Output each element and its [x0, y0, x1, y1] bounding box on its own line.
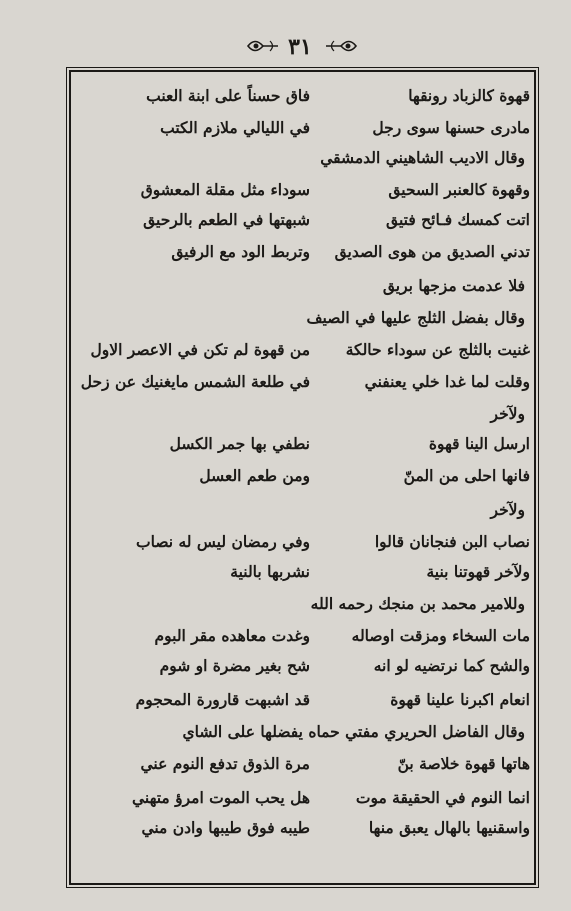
verse-line — [75, 690, 530, 710]
verse-hemistich-second: مرة الذوق تدفع النوم عني — [140, 754, 310, 773]
verse-hemistich-second: من قهوة لم تكن في الاعصر الاول — [90, 340, 310, 359]
verse-hemistich-first: وقهوة كالعنبر السحيق — [388, 180, 530, 199]
verse-hemistich-second: طيبه فوق طيبها وادن مني — [141, 818, 310, 837]
verse-hemistich-second: ومن طعم العسل — [199, 466, 310, 485]
verse-hemistich-second: في الليالي ملازم الكتب — [160, 118, 310, 137]
verse-hemistich-first: واسقنيها بالهال يعبق منها — [368, 818, 530, 837]
verse-hemistich-second: وفي رمضان ليس له نصاب — [136, 532, 310, 551]
verse-hemistich-second: في طلعة الشمس مايغنيك عن زحل — [80, 372, 310, 391]
verse-hemistich-second: قد اشبهت قارورة المحجوم — [135, 690, 310, 709]
verse-line — [75, 626, 530, 646]
verse-hemistich-first: هاتها قهوة خلاصة بنّ — [397, 754, 530, 773]
ornament-right-icon — [324, 36, 358, 56]
verse-line — [75, 754, 530, 774]
verse-hemistich-second: هل يحب الموت امرؤ متهني — [132, 788, 310, 807]
verse-line — [75, 118, 530, 138]
verse-hemistich-first: نصاب البن فنجانان قالوا — [374, 532, 530, 551]
verse-line — [75, 562, 530, 582]
verse-line — [75, 466, 530, 486]
verse-hemistich-second: شح بغير مضرة او شوم — [159, 656, 310, 675]
verse-hemistich-first: اتت كمسك فـائح فتيق — [386, 210, 530, 229]
verse-line — [75, 340, 530, 360]
verse-line — [75, 86, 530, 106]
verse-hemistich-first: تدني الصديق من هوى الصديق — [334, 242, 530, 261]
verse-hemistich-second: نطفي بها جمر الكسل — [169, 434, 310, 453]
poem-heading: ولآخر — [490, 404, 525, 423]
poem-heading: فلا عدمت مزجها بريق — [382, 276, 525, 295]
verse-line — [75, 180, 530, 200]
verse-line — [75, 372, 530, 392]
verse-hemistich-first: غنيت بالثلج عن سوداء حالكة — [345, 340, 530, 359]
verse-line — [75, 818, 530, 838]
verse-line — [75, 532, 530, 552]
verse-hemistich-first: والشح كما نرتضيه لو انه — [373, 656, 530, 675]
verse-hemistich-second: نشربها بالنية — [230, 562, 310, 581]
verse-line — [75, 656, 530, 676]
poem-heading: ولآخر — [490, 500, 525, 519]
verse-hemistich-first: انما النوم في الحقيقة موت — [355, 788, 530, 807]
verse-hemistich-second: وتربط الود مع الرفيق — [171, 242, 310, 261]
verse-hemistich-first: وقلت لما غدا خلي يعنفني — [364, 372, 530, 391]
verse-hemistich-first: مادرى حسنها سوى رجل — [372, 118, 530, 137]
poem-heading: وقال بفضل الثلج عليها في الصيف — [306, 308, 525, 327]
verse-line — [75, 242, 530, 262]
verse-hemistich-first: ولآخر قهوتنا بنية — [426, 562, 530, 581]
poem-heading: وقال الفاضل الحريري مفتي حماه يفضلها على الشاي — [182, 722, 525, 741]
verse-line — [75, 788, 530, 808]
verse-hemistich-first: ارسل الينا قهوة — [428, 434, 530, 453]
verse-hemistich-first: مات السخاء ومزقت اوصاله — [351, 626, 530, 645]
verse-hemistich-second: سوداء مثل مقلة المعشوق — [140, 180, 310, 199]
verse-line — [75, 434, 530, 454]
verse-hemistich-second: شبهتها في الطعم بالرحيق — [143, 210, 310, 229]
verse-line — [75, 210, 530, 230]
verse-hemistich-second: وغدت معاهده مقر البوم — [154, 626, 310, 645]
poem-heading: وللامير محمد بن منجك رحمه الله — [310, 594, 525, 613]
page-header — [0, 30, 571, 70]
poem-heading: وقال الاديب الشاهيني الدمشقي — [320, 148, 525, 167]
verse-hemistich-second: فاق حسناً على ابنة العنب — [146, 86, 310, 105]
verse-hemistich-first: قهوة كالزباد رونقها — [408, 86, 530, 105]
verse-hemistich-first: فانها احلى من المنّ — [403, 466, 530, 485]
page-number: ٣١ — [288, 34, 312, 60]
verse-hemistich-first: انعام اكبرنا علينا قهوة — [390, 690, 530, 709]
